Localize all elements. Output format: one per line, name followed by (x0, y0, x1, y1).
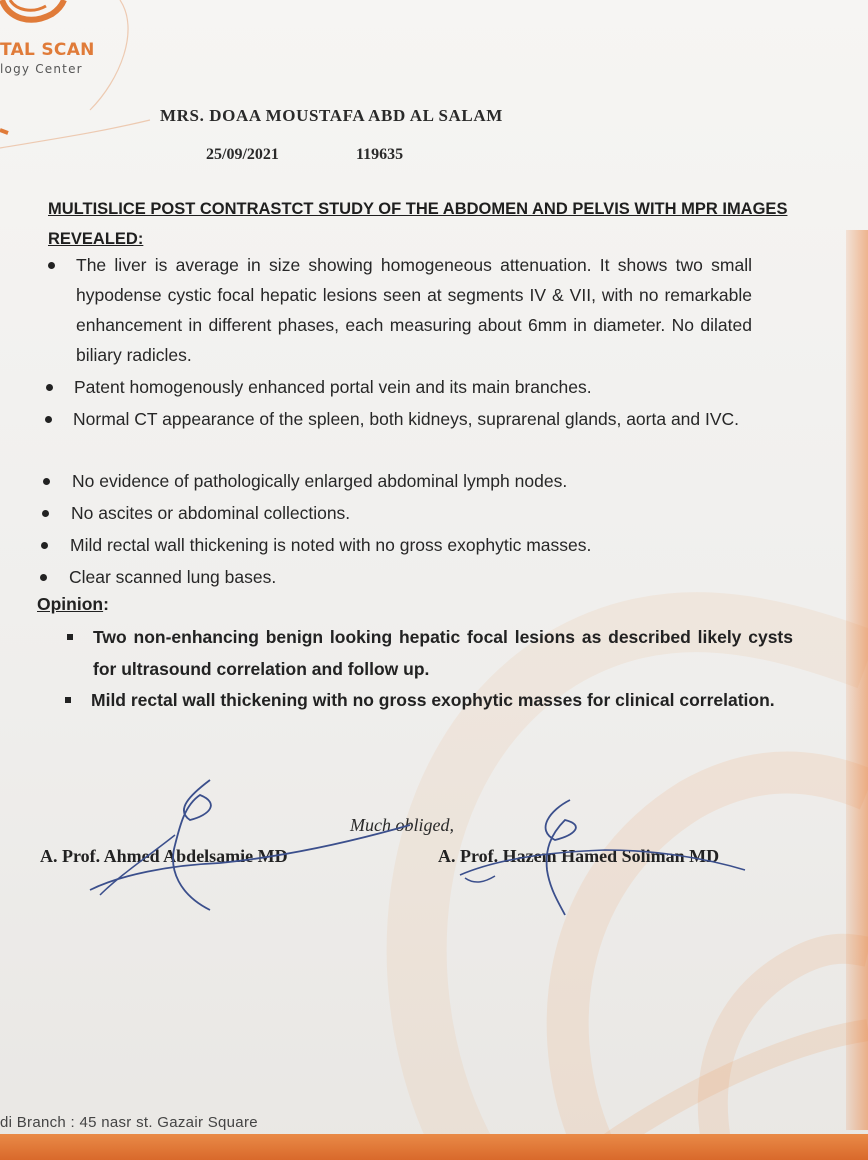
finding-text: Clear scanned lung bases. (69, 567, 277, 587)
patient-number: 119635 (356, 146, 404, 163)
logo-mark-icon (0, 0, 70, 32)
opinion-colon: : (103, 594, 109, 614)
patient-name: MRS. DOAA MOUSTAFA ABD AL SALAM (160, 106, 503, 125)
finding-item (74, 372, 754, 402)
opinion-text: Two non-enhancing benign looking hepatic focal lesions as described likely cysts for ultrasound correlation and follow up. (93, 627, 793, 679)
report-date: 25/09/2021 (206, 146, 279, 163)
finding-item (76, 250, 752, 370)
left-doctor-name: A. Prof. Ahmed Abdelsamie MD (40, 846, 288, 866)
opinion-label: Opinion (37, 594, 104, 614)
opinion-heading (37, 594, 109, 615)
bullet-dot-icon (46, 384, 53, 391)
bullet-square-icon (65, 697, 71, 703)
logo-brand-name: TAL SCAN (0, 40, 95, 60)
finding-item (69, 562, 769, 592)
right-signature (455, 790, 755, 920)
logo-subtitle: logy Center (0, 62, 83, 76)
finding-text: Patent homogenously enhanced portal vein and its main branches. (74, 377, 592, 397)
footer-branch-address: di Branch : 45 nasr st. Gazair Square (0, 1114, 258, 1131)
right-edge-decoration (846, 230, 868, 1130)
bullet-dot-icon (43, 478, 50, 485)
finding-text: The liver is average in size showing homogeneous attenuation. It shows two small hypodense cystic focal hepatic lesions seen at segments IV & VII, with no remarkable enhancement in different phases, each measuring about 6mm in diameter. No dilated biliary radicles. (76, 255, 752, 365)
bullet-dot-icon (41, 542, 48, 549)
right-doctor-name: A. Prof. Hazem Hamed Soliman MD (438, 846, 720, 866)
left-signature (80, 775, 500, 915)
bullet-dot-icon (40, 574, 47, 581)
bullet-dot-icon (45, 416, 52, 423)
finding-text: Mild rectal wall thickening is noted with no gross exophytic masses. (70, 535, 592, 555)
finding-item (72, 466, 762, 496)
bullet-dot-icon (48, 262, 55, 269)
bullet-square-icon (67, 634, 73, 640)
opinion-item (93, 621, 793, 685)
bottom-orange-bar (0, 1134, 868, 1160)
closing-phrase: Much obliged, (350, 815, 454, 835)
finding-item (71, 498, 761, 528)
finding-text: No ascites or abdominal collections. (71, 503, 351, 523)
finding-text: Normal CT appearance of the spleen, both kidneys, suprarenal glands, aorta and IVC. (73, 409, 740, 429)
bullet-dot-icon (42, 510, 49, 517)
opinion-item (91, 684, 794, 716)
opinion-text: Mild rectal wall thickening with no gross exophytic masses for clinical correlation. (91, 690, 775, 710)
report-heading: MULTISLICE POST CONTRASTCT STUDY OF THE ABDOMEN AND PELVIS WITH MPR IMAGES REVEALED: (48, 200, 788, 248)
finding-text: No evidence of pathologically enlarged abdominal lymph nodes. (72, 471, 568, 491)
finding-item (70, 530, 770, 560)
finding-item (73, 404, 763, 434)
